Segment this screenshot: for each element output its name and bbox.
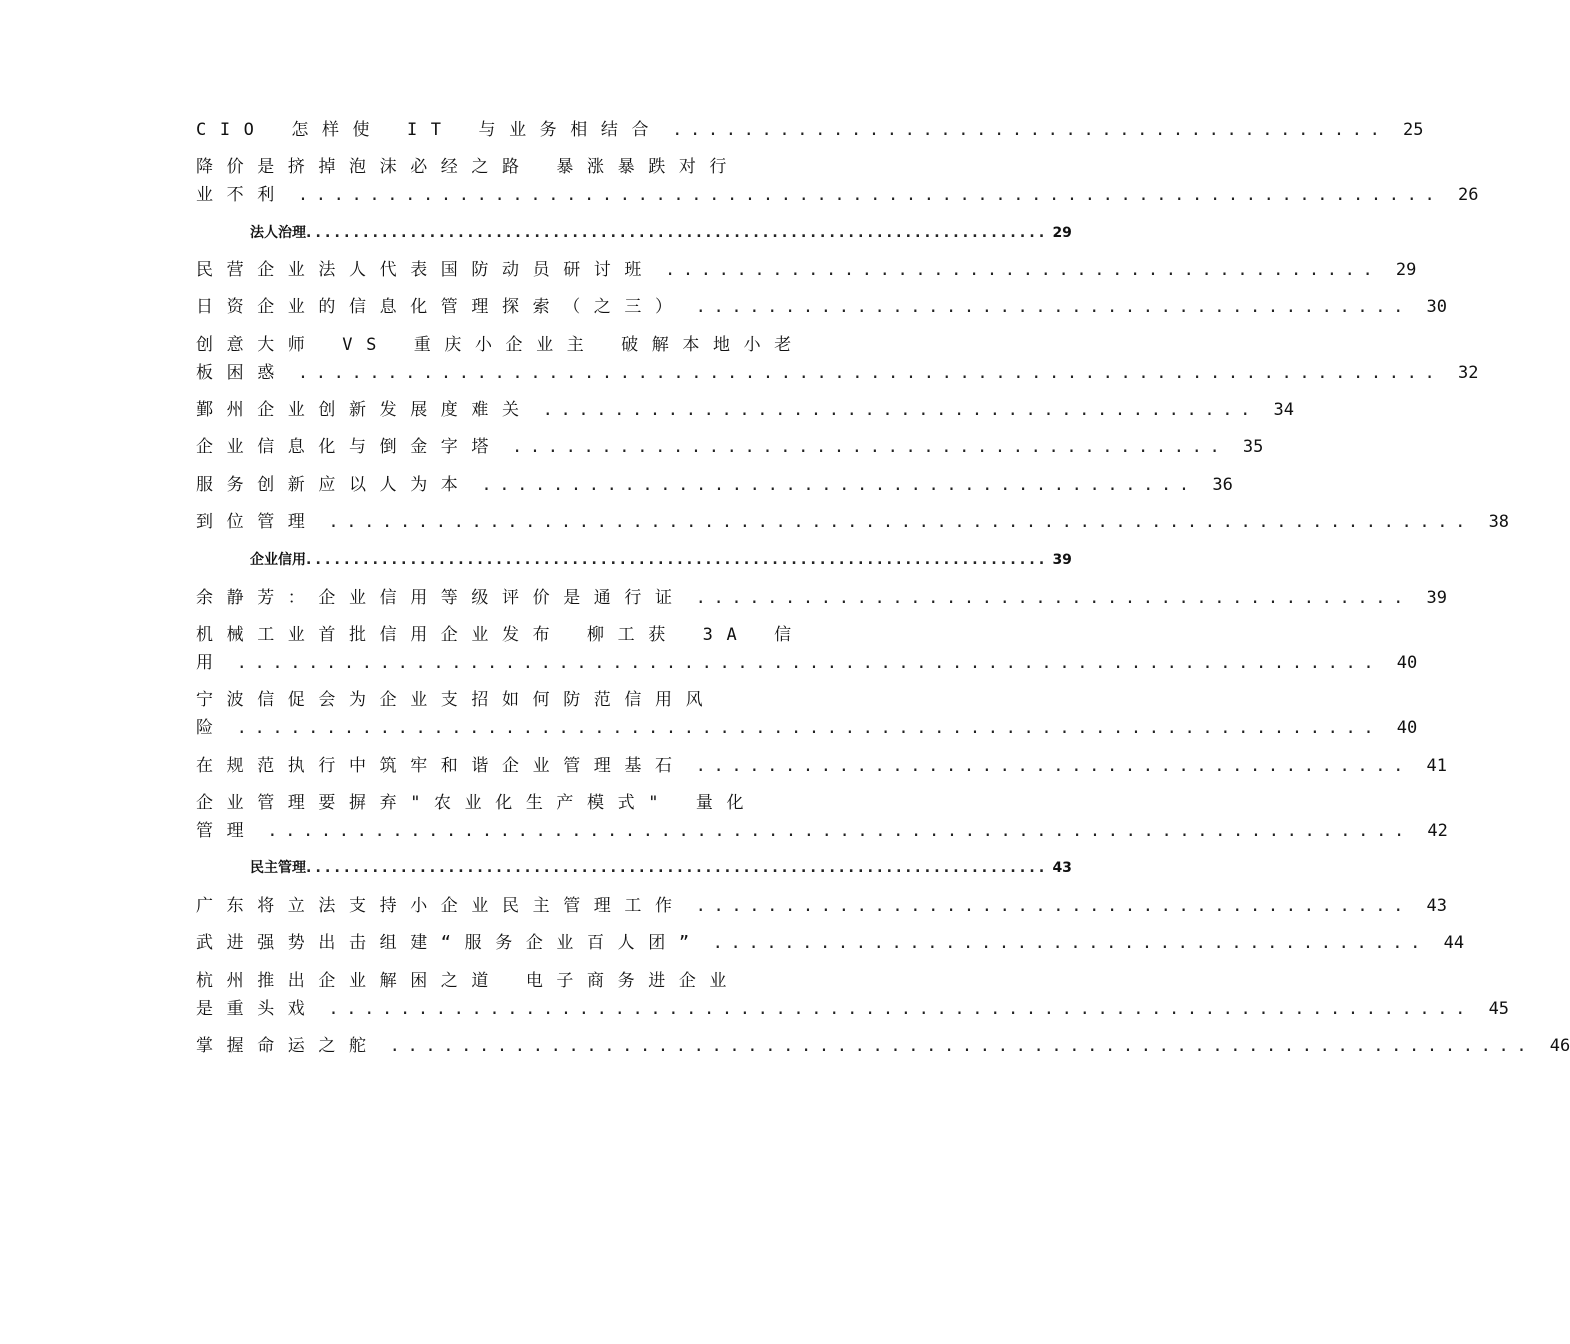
toc-page-number: 36: [1212, 475, 1233, 495]
toc-page-number: 43: [1052, 860, 1072, 876]
toc-entry[interactable]: [196, 789, 1448, 845]
toc-entry-title-cont: 板困惑: [196, 363, 288, 383]
toc-page-number: 25: [1403, 120, 1424, 140]
toc-entry-title: 日资企业的信息化管理探索（之三）: [196, 297, 686, 317]
toc-page-number: 40: [1396, 718, 1418, 738]
toc-entry[interactable]: [196, 621, 1418, 677]
toc-section-heading[interactable]: [250, 221, 1072, 245]
toc-entry-title-cont: 管理: [196, 821, 258, 841]
toc-section-heading[interactable]: [250, 548, 1072, 572]
toc-entry[interactable]: [196, 892, 1448, 920]
toc-page-number: 26: [1457, 185, 1479, 205]
toc-entry-title: 服务创新应以人为本: [196, 475, 472, 495]
toc-entry[interactable]: [196, 256, 1417, 284]
toc-page-number: 39: [1426, 588, 1448, 608]
toc-entry-title: CIO 怎样使 IT 与业务相结合: [196, 120, 663, 140]
toc-page-number: 42: [1427, 821, 1448, 841]
toc-entry-title: 降价是挤掉泡沫必经之路 暴涨暴跌对行: [196, 157, 741, 177]
section-title: 民主管理: [250, 860, 306, 876]
dot-leader: ........................................: [542, 400, 1259, 420]
toc-entry[interactable]: [196, 293, 1448, 321]
toc-entry[interactable]: [196, 471, 1233, 499]
dot-leader: ..............................................................................: [306, 225, 1049, 241]
toc-page-number: 46: [1549, 1036, 1570, 1056]
toc-entry[interactable]: [196, 116, 1424, 144]
dot-leader: ..............................................................................: [306, 860, 1049, 876]
dot-leader: ................................................................: [236, 718, 1382, 738]
section-title: 企业信用: [250, 552, 306, 568]
toc-page-number: 30: [1426, 297, 1448, 317]
toc-entry-title-cont: 险: [196, 718, 227, 738]
toc-page-number: 40: [1396, 653, 1418, 673]
toc-entry[interactable]: [196, 967, 1510, 1023]
dot-leader: ..............................................................................: [306, 552, 1049, 568]
toc-entry[interactable]: [196, 686, 1418, 742]
toc-entry-title: 广东将立法支持小企业民主管理工作: [196, 896, 686, 916]
toc-entry[interactable]: [196, 584, 1448, 612]
dot-leader: ................................................................: [297, 363, 1443, 383]
dot-leader: ........................................: [512, 437, 1228, 457]
toc-entry-title: 杭州推出企业解困之道 电子商务进企业: [196, 971, 741, 991]
toc-page-number: 32: [1457, 363, 1479, 383]
toc-entry-title: 企业管理要摒弃"农业化生产模式" 量化: [196, 793, 758, 813]
dot-leader: ................................................................: [297, 185, 1443, 205]
toc-entry-title: 企业信息化与倒金字塔: [196, 437, 502, 457]
dot-leader: ................................................................: [328, 512, 1474, 532]
toc-page-number: 29: [1395, 260, 1417, 280]
dot-leader: ........................................: [481, 475, 1197, 495]
toc-entry-title: 民营企业法人代表国防动员研讨班: [196, 260, 655, 280]
toc-entry-title: 机械工业首批信用企业发布 柳工获 3A 信: [196, 625, 805, 645]
toc-entry-title: 掌握命运之舵: [196, 1036, 380, 1056]
dot-leader: ........................................: [695, 297, 1412, 317]
dot-leader: ................................................................: [328, 999, 1474, 1019]
toc-entry-title-cont: 业不利: [196, 185, 288, 205]
toc-entry-title: 武进强势出击组建“服务企业百人团”: [196, 933, 703, 953]
dot-leader: ................................................................: [267, 821, 1412, 841]
toc-entry[interactable]: [196, 929, 1465, 957]
toc-entry[interactable]: [196, 433, 1264, 461]
toc-page-number: 43: [1426, 896, 1448, 916]
dot-leader: ................................................................: [236, 653, 1382, 673]
toc-entry-title: 创意大师 VS 重庆小企业主 破解本地小老: [196, 335, 805, 355]
dot-leader: ........................................: [672, 120, 1388, 140]
toc-entry-title: 在规范执行中筑牢和谐企业管理基石: [196, 756, 686, 776]
dot-leader: ........................................: [695, 588, 1412, 608]
dot-leader: ........................................: [712, 933, 1429, 953]
toc-section-heading[interactable]: [250, 856, 1072, 880]
dot-leader: ........................................: [695, 896, 1412, 916]
toc-page-number: 45: [1488, 999, 1510, 1019]
toc-page-number: 38: [1488, 512, 1510, 532]
toc-entry-title-cont: 是重头戏: [196, 999, 319, 1019]
toc-page-number: 34: [1273, 400, 1295, 420]
toc-page-number: 35: [1242, 437, 1264, 457]
toc-entry-title: 到位管理: [196, 512, 319, 532]
dot-leader: ................................................................: [389, 1036, 1535, 1056]
toc-entry[interactable]: [196, 508, 1510, 536]
toc-entry[interactable]: [196, 331, 1479, 387]
toc-entry[interactable]: [196, 752, 1448, 780]
toc-page-number: 41: [1426, 756, 1448, 776]
toc-page-number: 29: [1052, 225, 1072, 241]
toc-entry-title-cont: 用: [196, 653, 227, 673]
dot-leader: ........................................: [665, 260, 1381, 280]
toc-entry[interactable]: [196, 396, 1295, 424]
toc-entry-title: 宁波信促会为企业支招如何防范信用风: [196, 690, 717, 710]
toc-entry[interactable]: [196, 1032, 1570, 1060]
toc-entry-title: 鄞州企业创新发展度难关: [196, 400, 533, 420]
toc-entry-title: 余静芳：企业信用等级评价是通行证: [196, 588, 686, 608]
toc-entry[interactable]: [196, 153, 1479, 209]
toc-page-number: 44: [1443, 933, 1465, 953]
toc-page-number: 39: [1052, 552, 1072, 568]
section-title: 法人治理: [250, 225, 306, 241]
dot-leader: ........................................: [695, 756, 1412, 776]
